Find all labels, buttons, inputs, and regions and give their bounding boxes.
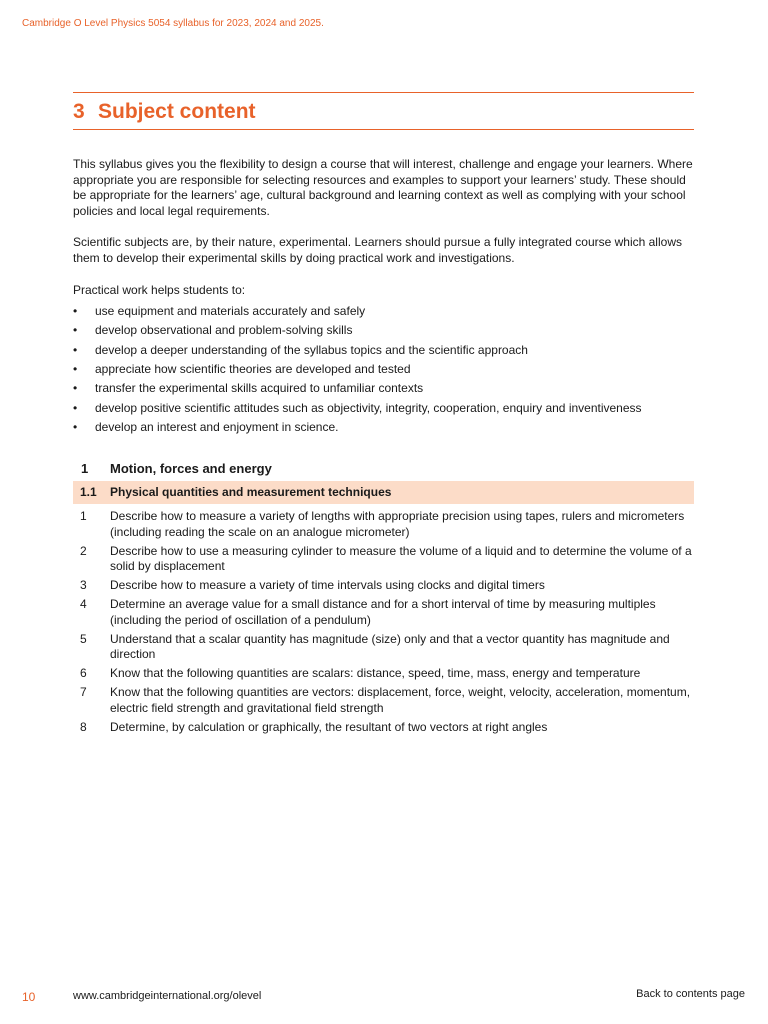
practical-work-list — [73, 304, 694, 439]
objective-row — [73, 578, 694, 594]
objective-text: Describe how to measure a variety of time intervals using clocks and digital timers — [110, 578, 545, 592]
intro-paragraph: Scientific subjects are, by their nature, experimental. Learners should pursue a fully integrated course which allows them to develop their experimental skills by doing practical work and investigations. — [73, 235, 682, 265]
list-item — [73, 381, 694, 400]
list-item — [73, 401, 694, 420]
objective-row — [73, 597, 694, 628]
objective-row — [73, 720, 694, 736]
objective-number: 3 — [80, 578, 87, 592]
list-item-text: use equipment and materials accurately and safely — [95, 304, 366, 319]
objective-text: Determine an average value for a small distance and for a short interval of time by measuring multiples (including the period of oscillation of a pendulum) — [110, 597, 656, 627]
section-heading — [73, 92, 694, 130]
running-head: Cambridge O Level Physics 5054 syllabus for 2023, 2024 and 2025. — [22, 18, 324, 29]
objective-number: 5 — [80, 631, 87, 646]
objective-text: Describe how to measure a variety of lengths with appropriate precision using tapes, rulers and micrometers (including reading the scale on an analogue micrometer) — [110, 509, 685, 539]
objective-number: 4 — [80, 597, 87, 611]
list-item-text: develop a deeper understanding of the syllabus topics and the scientific approach — [95, 342, 528, 357]
topic-heading — [73, 458, 694, 480]
objective-row — [73, 544, 694, 575]
objective-text: Know that the following quantities are scalars: distance, speed, time, mass, energy and temperature — [110, 666, 641, 680]
section-number: 3 — [73, 100, 85, 123]
subtopic-title: Physical quantities and measurement techniques — [110, 485, 392, 499]
objective-number: 8 — [80, 719, 87, 734]
bullet-icon: • — [73, 323, 78, 338]
bullet-icon: • — [73, 381, 78, 396]
objective-row — [73, 666, 694, 682]
list-item — [73, 420, 694, 439]
bullet-icon: • — [73, 304, 78, 319]
list-item-text: appreciate how scientific theories are developed and tested — [95, 362, 411, 377]
topic-number: 1 — [81, 461, 89, 476]
objective-row — [73, 632, 694, 663]
bullet-icon: • — [73, 342, 78, 357]
objective-number: 7 — [80, 685, 87, 699]
back-to-contents-link[interactable]: Back to contents page — [636, 988, 745, 1000]
objective-text: Understand that a scalar quantity has magnitude (size) only and that a vector quantity has magnitude and direction — [110, 631, 670, 661]
list-item — [73, 323, 694, 342]
list-item — [73, 362, 694, 381]
objective-text: Determine, by calculation or graphically, the resultant of two vectors at right angles — [110, 719, 548, 734]
intro-lead-in: Practical work helps students to: — [73, 282, 246, 297]
objective-number: 2 — [80, 543, 87, 558]
list-item — [73, 343, 694, 362]
bullet-icon: • — [73, 400, 78, 415]
section-title: Subject content — [98, 100, 256, 123]
objective-row — [73, 509, 694, 540]
subtopic-heading — [73, 481, 694, 504]
topic-title: Motion, forces and energy — [110, 461, 272, 476]
objective-number: 1 — [80, 509, 87, 523]
list-item-text: develop observational and problem-solving skills — [95, 323, 353, 338]
bullet-icon: • — [73, 419, 78, 434]
footer-url: www.cambridgeinternational.org/olevel — [73, 990, 262, 1002]
objective-number: 6 — [80, 666, 87, 680]
list-item — [73, 304, 694, 323]
objective-text: Know that the following quantities are vectors: displacement, force, weight, velocity, acceleration, momentum, electric field strength and gravitational field strength — [110, 685, 691, 715]
objective-text: Describe how to use a measuring cylinder to measure the volume of a liquid and to determine the volume of a solid by displacement — [110, 543, 692, 573]
objective-row — [73, 685, 694, 716]
intro-text — [73, 157, 694, 439]
list-item-text: develop positive scientific attitudes such as objectivity, integrity, cooperation, enquiry and inventiveness — [95, 400, 642, 415]
list-item-text: develop an interest and enjoyment in science. — [95, 419, 339, 434]
list-item-text: transfer the experimental skills acquired to unfamiliar contexts — [95, 381, 424, 396]
page-number: 10 — [22, 990, 36, 1004]
subtopic-number: 1.1 — [80, 485, 97, 499]
learning-objectives — [73, 509, 694, 739]
intro-paragraph: This syllabus gives you the flexibility to design a course that will interest, challenge and engage your learners. Where appropriate you are responsible for selecting resources and examples to support your learners’ study. These should be appropriate for the learners’ age, cultural background and learning context as well as complying with your school policies and local legal requirements. — [73, 157, 693, 218]
bullet-icon: • — [73, 362, 78, 377]
